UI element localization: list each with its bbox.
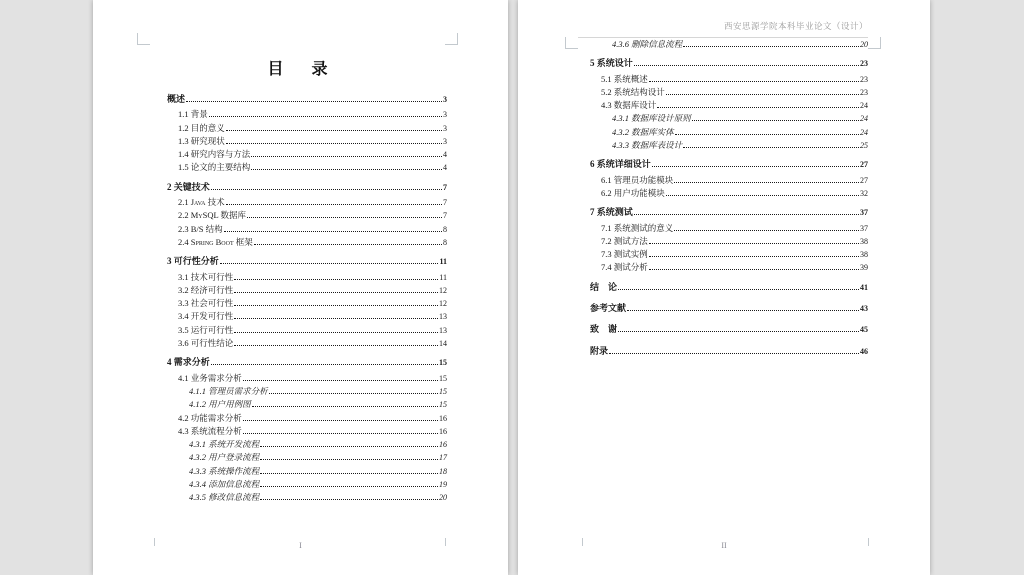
toc-entry[interactable] — [167, 93, 447, 106]
toc-entry-text: 2.1 Java 技术 — [178, 197, 225, 208]
toc-entry-page: 3 — [443, 123, 447, 133]
toc-entry[interactable] — [167, 196, 447, 209]
dot-leader — [224, 231, 442, 232]
toc-entry-text: 3.2 经济可行性 — [178, 284, 234, 295]
dot-leader — [649, 256, 859, 257]
toc-entry[interactable] — [590, 139, 868, 152]
toc-entry-text: 4.3.2 用户登录流程 — [189, 452, 260, 463]
toc-entry-page: 20 — [860, 40, 868, 49]
dot-leader — [627, 310, 859, 311]
dot-leader — [618, 289, 859, 290]
toc-entry-page: 17 — [439, 453, 447, 463]
dot-leader — [243, 433, 438, 434]
toc-entry-page: 24 — [860, 127, 868, 137]
toc-entry[interactable] — [167, 438, 447, 451]
page-number: II — [721, 541, 727, 550]
toc-entry-text: 4.3.3 系统操作流程 — [189, 465, 260, 476]
dot-leader — [609, 353, 859, 354]
toc-list-page-2 — [590, 38, 868, 360]
toc-entry-page: 24 — [860, 101, 868, 111]
toc-entry-page: 4 — [443, 163, 447, 173]
toc-entry-page: 15 — [439, 386, 447, 396]
toc-entry-page: 20 — [439, 493, 447, 503]
toc-entry-page: 11 — [439, 272, 447, 282]
toc-entry-page: 32 — [860, 188, 868, 198]
toc-entry[interactable] — [590, 261, 868, 274]
toc-entry-text: 3.6 可行性结论 — [178, 338, 234, 349]
toc-entry[interactable] — [167, 122, 447, 135]
toc-entry-text: 7.1 系统测试的意义 — [601, 222, 674, 233]
toc-entry-page: 3 — [443, 95, 447, 104]
toc-entry-text: 4.3.2 数据库实体 — [612, 126, 674, 137]
dot-leader — [666, 94, 859, 95]
toc-entry[interactable] — [167, 425, 447, 438]
toc-entry[interactable] — [590, 99, 868, 112]
toc-entry-text: 7.2 测试方法 — [601, 235, 648, 246]
toc-entry-text: 4.3 数据库设计 — [601, 100, 657, 111]
toc-entry-page: 41 — [860, 282, 868, 292]
toc-entry[interactable] — [167, 181, 447, 194]
toc-entry[interactable] — [167, 465, 447, 478]
toc-entry-page: 15 — [439, 358, 447, 368]
toc-entry[interactable] — [167, 324, 447, 337]
toc-entry[interactable] — [167, 297, 447, 310]
toc-entry-text: 2.4 Spring Boot 框架 — [178, 236, 253, 247]
toc-entry-text: 4.3.1 数据库设计原则 — [612, 113, 691, 124]
dot-leader — [692, 120, 859, 121]
toc-entry[interactable] — [167, 271, 447, 284]
toc-entry[interactable] — [167, 148, 447, 161]
toc-entry-page: 23 — [860, 59, 868, 69]
dot-leader — [254, 244, 442, 245]
toc-entry[interactable] — [590, 248, 868, 261]
toc-entry-text: 4.3.5 修改信息流程 — [189, 492, 260, 503]
dot-leader — [649, 81, 859, 82]
page-number: I — [299, 541, 302, 550]
toc-entry-page: 27 — [860, 160, 868, 170]
toc-entry-text: 3 可行性分析 — [167, 256, 219, 267]
toc-entry[interactable] — [167, 451, 447, 464]
toc-entry-page: 38 — [860, 236, 868, 246]
dot-leader — [226, 143, 442, 144]
toc-entry-page: 13 — [439, 312, 447, 322]
toc-entry-text: 1.2 目的意义 — [178, 122, 225, 133]
dot-leader — [683, 46, 859, 47]
running-header: 西安思源学院本科毕业论文（设计） — [723, 21, 868, 31]
toc-entry-page: 7 — [443, 182, 447, 192]
toc-entry-text: 4.1.1 管理员需求分析 — [189, 385, 268, 396]
dot-leader — [260, 473, 438, 474]
toc-entry-text: 6.2 用户功能模块 — [601, 187, 665, 198]
toc-entry-text: 参考文献 — [590, 303, 627, 314]
toc-entry[interactable] — [590, 174, 868, 187]
toc-entry[interactable] — [167, 412, 447, 425]
toc-entry[interactable] — [167, 478, 447, 491]
dot-leader — [652, 166, 859, 167]
toc-entry[interactable] — [167, 398, 447, 411]
toc-entry-text: 5.2 系统结构设计 — [601, 86, 665, 97]
dot-leader — [260, 499, 438, 500]
toc-entry[interactable] — [167, 135, 447, 148]
margin-crop-mark — [565, 37, 578, 49]
toc-entry-page: 46 — [860, 346, 868, 356]
dot-leader — [683, 147, 859, 148]
toc-entry[interactable] — [590, 323, 868, 336]
margin-crop-mark — [868, 37, 881, 49]
toc-entry[interactable] — [167, 223, 447, 236]
toc-entry-text: 概述 — [167, 94, 186, 104]
toc-entry-text: 结 论 — [590, 281, 618, 292]
dot-leader — [260, 459, 438, 460]
toc-entry[interactable] — [590, 281, 868, 294]
dot-leader — [634, 214, 859, 215]
toc-entry[interactable] — [167, 372, 447, 385]
toc-entry-text: 6.1 管理员功能模块 — [601, 174, 674, 185]
toc-entry[interactable] — [167, 161, 447, 174]
toc-entry-text: 附录 — [590, 345, 609, 356]
toc-entry-page: 3 — [443, 110, 447, 120]
toc-entry-text: 4.2 功能需求分析 — [178, 412, 242, 423]
toc-entry-text: 4.3.6 删除信息流程 — [612, 39, 683, 49]
toc-entry-text: 1.3 研究现状 — [178, 135, 225, 146]
toc-entry-page: 13 — [439, 325, 447, 335]
toc-entry-page: 45 — [860, 325, 868, 335]
dot-leader — [234, 318, 438, 319]
toc-entry[interactable] — [167, 491, 447, 504]
dot-leader — [260, 486, 438, 487]
toc-entry-text: 2.3 B/S 结构 — [178, 223, 223, 234]
toc-entry[interactable] — [590, 86, 868, 99]
dot-leader — [211, 364, 438, 365]
dot-leader — [674, 230, 859, 231]
toc-entry[interactable] — [590, 126, 868, 139]
toc-entry-text: 1.1 背景 — [178, 109, 208, 120]
toc-entry[interactable] — [590, 158, 868, 171]
dot-leader — [251, 156, 442, 157]
dot-leader — [234, 332, 438, 333]
toc-entry-page: 19 — [439, 480, 447, 490]
dot-leader — [234, 292, 438, 293]
dot-leader — [618, 331, 859, 332]
dot-leader — [209, 116, 442, 117]
toc-entry[interactable] — [167, 385, 447, 398]
toc-entry[interactable] — [167, 337, 447, 350]
dot-leader — [226, 130, 442, 131]
toc-entry-page: 18 — [439, 466, 447, 476]
toc-entry-text: 4.3 系统流程分析 — [178, 425, 242, 436]
toc-entry-page: 4 — [443, 150, 447, 160]
dot-leader — [243, 420, 438, 421]
toc-entry-page: 37 — [860, 208, 868, 218]
dot-leader — [220, 263, 439, 264]
toc-entry-page: 15 — [439, 373, 447, 383]
toc-entry[interactable] — [590, 345, 868, 358]
toc-entry-page: 25 — [860, 141, 868, 151]
toc-entry-page: 38 — [860, 250, 868, 260]
toc-list-page-1 — [167, 87, 447, 505]
dot-leader — [251, 169, 442, 170]
toc-entry-text: 4 需求分析 — [167, 357, 210, 368]
toc-entry[interactable] — [167, 284, 447, 297]
toc-entry-page: 8 — [443, 237, 447, 247]
toc-entry-text: 4.3.3 数据库表设计 — [612, 140, 683, 151]
toc-entry[interactable] — [590, 38, 868, 51]
toc-entry-text: 4.1 业务需求分析 — [178, 372, 242, 383]
toc-entry[interactable] — [590, 235, 868, 248]
toc-entry[interactable] — [590, 187, 868, 200]
document-page-1[interactable] — [93, 0, 508, 575]
toc-entry-page: 14 — [439, 339, 447, 349]
dot-leader — [649, 243, 859, 244]
toc-entry-text: 3.4 开发可行性 — [178, 311, 234, 322]
toc-entry-page: 39 — [860, 263, 868, 273]
toc-entry-page: 24 — [860, 114, 868, 124]
toc-entry-page: 7 — [443, 211, 447, 221]
toc-entry-page: 27 — [860, 175, 868, 185]
toc-entry-text: 7.4 测试分析 — [601, 262, 648, 273]
margin-crop-mark — [137, 33, 150, 45]
toc-entry[interactable] — [590, 222, 868, 235]
toc-entry[interactable] — [590, 206, 868, 219]
dot-leader — [234, 279, 438, 280]
toc-entry[interactable] — [167, 108, 447, 121]
dot-leader — [247, 217, 442, 218]
dot-leader — [666, 195, 859, 196]
document-page-2[interactable] — [518, 0, 930, 575]
dot-leader — [211, 189, 442, 190]
toc-entry-text: 1.5 论文的主要结构 — [178, 162, 251, 173]
dot-leader — [243, 380, 438, 381]
dot-leader — [675, 134, 859, 135]
toc-entry-text: 致 谢 — [590, 324, 618, 335]
dot-leader — [657, 107, 859, 108]
toc-entry[interactable] — [167, 356, 447, 369]
margin-crop-mark — [445, 33, 458, 45]
toc-entry-text: 7 系统测试 — [590, 207, 633, 218]
toc-entry-page: 7 — [443, 198, 447, 208]
toc-entry[interactable] — [590, 112, 868, 125]
toc-entry-text: 3.1 技术可行性 — [178, 271, 234, 282]
toc-entry-page: 3 — [443, 136, 447, 146]
toc-entry-page: 16 — [439, 426, 447, 436]
toc-entry-text: 4.3.1 系统开发流程 — [189, 439, 260, 450]
toc-title: 目 录 — [267, 61, 334, 78]
toc-entry-text: 4.1.2 用户用例图 — [189, 399, 251, 410]
dot-leader — [252, 406, 438, 407]
toc-entry-text: 3.3 社会可行性 — [178, 298, 234, 309]
toc-entry-text: 2.2 MySQL 数据库 — [178, 210, 247, 221]
dot-leader — [260, 446, 438, 447]
toc-entry-page: 11 — [439, 257, 447, 267]
toc-entry-page: 16 — [439, 413, 447, 423]
dot-leader — [269, 393, 438, 394]
toc-entry[interactable] — [167, 310, 447, 323]
toc-entry[interactable] — [167, 255, 447, 268]
dot-leader — [226, 204, 442, 205]
toc-entry[interactable] — [590, 57, 868, 70]
toc-entry-page: 23 — [860, 87, 868, 97]
toc-entry[interactable] — [167, 209, 447, 222]
toc-entry-page: 8 — [443, 224, 447, 234]
toc-entry-page: 12 — [439, 299, 447, 309]
toc-entry-text: 3.5 运行可行性 — [178, 324, 234, 335]
toc-entry-text: 7.3 测试实例 — [601, 249, 648, 260]
toc-entry-text: 6 系统详细设计 — [590, 159, 651, 170]
toc-entry-page: 15 — [439, 400, 447, 410]
toc-entry-text: 2 关键技术 — [167, 181, 210, 192]
toc-entry-text: 4.3.4 添加信息流程 — [189, 479, 260, 490]
dot-leader — [649, 269, 859, 270]
toc-entry-text: 5 系统设计 — [590, 58, 633, 69]
toc-entry-page: 23 — [860, 74, 868, 84]
toc-entry[interactable] — [590, 73, 868, 86]
toc-entry-page: 37 — [860, 223, 868, 233]
toc-entry-text: 1.4 研究内容与方法 — [178, 149, 251, 160]
toc-entry-page: 43 — [860, 304, 868, 314]
toc-entry-text: 5.1 系统概述 — [601, 73, 648, 84]
dot-leader — [234, 305, 438, 306]
dot-leader — [234, 345, 438, 346]
toc-entry-page: 16 — [439, 440, 447, 450]
toc-entry[interactable] — [167, 236, 447, 249]
toc-entry-page: 12 — [439, 285, 447, 295]
dot-leader — [634, 65, 859, 66]
dot-leader — [186, 101, 442, 102]
dot-leader — [674, 182, 859, 183]
toc-entry[interactable] — [590, 302, 868, 315]
